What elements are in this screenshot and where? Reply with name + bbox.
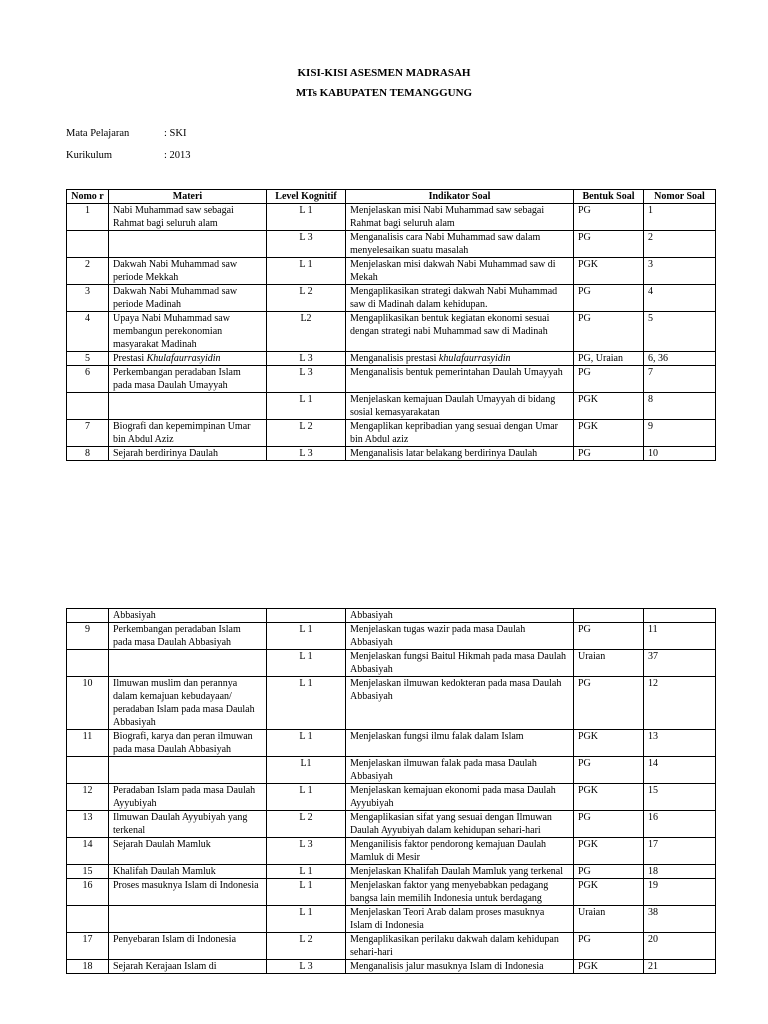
cell-bentuk: PG — [574, 447, 644, 461]
cell-bentuk: PG — [574, 623, 644, 650]
cell-indikator: Menjelaskan ilmuwan kedokteran pada masa Daulah Abbasiyah — [346, 677, 574, 730]
mapel-value: : SKI — [164, 128, 187, 139]
cell-nomor: 11 — [67, 730, 109, 757]
table-row — [67, 838, 716, 865]
table-row — [67, 906, 716, 933]
cell-nomor-soal: 20 — [644, 933, 716, 960]
cell-level: L 2 — [267, 420, 346, 447]
cell-materi: Dakwah Nabi Muhammad saw periode Mekkah — [109, 258, 267, 285]
cell-nomor: 12 — [67, 784, 109, 811]
table-row — [67, 933, 716, 960]
cell-nomor-soal: 5 — [644, 312, 716, 352]
cell-level: L 1 — [267, 730, 346, 757]
cell-level: L 1 — [267, 258, 346, 285]
cell-indikator: Menjelaskan misi dakwah Nabi Muhammad saw di Mekah — [346, 258, 574, 285]
cell-nomor: 15 — [67, 865, 109, 879]
italic-term: Khulafaurrasyidin — [146, 353, 221, 364]
cell-materi: Sejarah berdirinya Daulah — [109, 447, 267, 461]
cell-indikator: Menganilisis faktor pendorong kemajuan Daulah Mamluk di Mesir — [346, 838, 574, 865]
cell-materi — [109, 906, 267, 933]
cell-nomor-soal: 12 — [644, 677, 716, 730]
cell-bentuk: PG — [574, 677, 644, 730]
cell-level: L 3 — [267, 352, 346, 366]
kisi-table-page-2 — [66, 608, 716, 974]
header-level: Level Kognitif — [267, 190, 346, 204]
header-materi: Materi — [109, 190, 267, 204]
cell-materi: Ilmuwan muslim dan perannya dalam kemajuan kebudayaan/ peradaban Islam pada masa Daulah Abbasiyah — [109, 677, 267, 730]
cell-level: L 2 — [267, 811, 346, 838]
cell-nomor-soal: 4 — [644, 285, 716, 312]
cell-level: L 3 — [267, 838, 346, 865]
cell-materi: Abbasiyah — [109, 609, 267, 623]
cell-nomor: 9 — [67, 623, 109, 650]
table-row — [67, 960, 716, 974]
cell-bentuk: PGK — [574, 258, 644, 285]
header-nomor: Nomo r — [67, 190, 109, 204]
table-row — [67, 231, 716, 258]
cell-nomor-soal: 13 — [644, 730, 716, 757]
table-row — [67, 366, 716, 393]
cell-bentuk: PG — [574, 933, 644, 960]
cell-bentuk: PGK — [574, 730, 644, 757]
cell-level: L 1 — [267, 906, 346, 933]
cell-nomor-soal: 14 — [644, 757, 716, 784]
cell-indikator: Menjelaskan faktor yang menyebabkan pedagang bangsa lain memilih Indonesia untuk berdagang — [346, 879, 574, 906]
cell-level: L 2 — [267, 285, 346, 312]
cell-level — [267, 609, 346, 623]
cell-indikator: Menjelaskan fungsi ilmu falak dalam Islam — [346, 730, 574, 757]
cell-materi: Biografi, karya dan peran ilmuwan pada masa Daulah Abbasiyah — [109, 730, 267, 757]
cell-materi — [109, 757, 267, 784]
table-header-row — [67, 190, 716, 204]
cell-materi: Peradaban Islam pada masa Daulah Ayyubiyah — [109, 784, 267, 811]
cell-nomor-soal: 38 — [644, 906, 716, 933]
cell-materi: Dakwah Nabi Muhammad saw periode Madinah — [109, 285, 267, 312]
cell-indikator: Menganalisis bentuk pemerintahan Daulah Umayyah — [346, 366, 574, 393]
cell-materi: Penyebaran Islam di Indonesia — [109, 933, 267, 960]
cell-nomor-soal — [644, 609, 716, 623]
cell-nomor-soal: 6, 36 — [644, 352, 716, 366]
cell-indikator: Mengaplikan kepribadian yang sesuai dengan Umar bin Abdul aziz — [346, 420, 574, 447]
cell-nomor: 16 — [67, 879, 109, 906]
table-row — [67, 204, 716, 231]
italic-term: khulafaurrasyidin — [438, 353, 511, 364]
table-row — [67, 677, 716, 730]
table-row — [67, 650, 716, 677]
cell-indikator: Mengaplikasikan bentuk kegiatan ekonomi sesuai dengan strategi nabi Muhammad saw di Madinah — [346, 312, 574, 352]
cell-nomor — [67, 757, 109, 784]
cell-nomor-soal: 11 — [644, 623, 716, 650]
cell-indikator: Menjelaskan Khalifah Daulah Mamluk yang terkenal — [346, 865, 574, 879]
cell-level: L 1 — [267, 393, 346, 420]
cell-nomor: 1 — [67, 204, 109, 231]
cell-level: L 1 — [267, 784, 346, 811]
table-row — [67, 757, 716, 784]
cell-level: L 1 — [267, 650, 346, 677]
cell-indikator: Menganalisis cara Nabi Muhammad saw dalam menyelesaikan suatu masalah — [346, 231, 574, 258]
cell-level: L 3 — [267, 960, 346, 974]
cell-materi: Nabi Muhammad saw sebagai Rahmat bagi seluruh alam — [109, 204, 267, 231]
meta-kurikulum — [66, 150, 191, 161]
cell-materi: Sejarah Daulah Mamluk — [109, 838, 267, 865]
kurikulum-label: Kurikulum — [66, 150, 113, 161]
cell-bentuk: PG — [574, 204, 644, 231]
cell-indikator: Menjelaskan kemajuan Daulah Umayyah di bidang sosial kemasyarakatan — [346, 393, 574, 420]
cell-nomor: 13 — [67, 811, 109, 838]
cell-nomor — [67, 393, 109, 420]
document-subtitle: MTs KABUPATEN TEMANGGUNG — [295, 87, 473, 99]
cell-materi — [109, 231, 267, 258]
cell-nomor-soal: 9 — [644, 420, 716, 447]
cell-level: L 1 — [267, 677, 346, 730]
cell-level: L 2 — [267, 933, 346, 960]
cell-nomor-soal: 37 — [644, 650, 716, 677]
table-row — [67, 784, 716, 811]
table-row — [67, 285, 716, 312]
cell-nomor: 3 — [67, 285, 109, 312]
header-indikator: Indikator Soal — [346, 190, 574, 204]
cell-indikator: Menjelaskan kemajuan ekonomi pada masa Daulah Ayyubiyah — [346, 784, 574, 811]
cell-materi: Perkembangan peradaban Islam pada masa Daulah Umayyah — [109, 366, 267, 393]
cell-materi: Upaya Nabi Muhammad saw membangun perekonomian masyarakat Madinah — [109, 312, 267, 352]
cell-materi — [109, 650, 267, 677]
cell-nomor: 6 — [67, 366, 109, 393]
cell-level: L 1 — [267, 623, 346, 650]
cell-materi — [109, 393, 267, 420]
cell-materi: Khalifah Daulah Mamluk — [109, 865, 267, 879]
cell-bentuk: PG — [574, 865, 644, 879]
cell-nomor: 10 — [67, 677, 109, 730]
table-row — [67, 352, 716, 366]
cell-bentuk — [574, 609, 644, 623]
table-row — [67, 420, 716, 447]
cell-nomor-soal: 2 — [644, 231, 716, 258]
cell-nomor-soal: 1 — [644, 204, 716, 231]
table-row — [67, 393, 716, 420]
cell-nomor-soal: 7 — [644, 366, 716, 393]
cell-nomor-soal: 8 — [644, 393, 716, 420]
cell-materi: Ilmuwan Daulah Ayyubiyah yang terkenal — [109, 811, 267, 838]
cell-bentuk: PGK — [574, 879, 644, 906]
cell-indikator: Menjelaskan Teori Arab dalam proses masuknya Islam di Indonesia — [346, 906, 574, 933]
cell-level: L 1 — [267, 865, 346, 879]
cell-level: L 3 — [267, 447, 346, 461]
cell-nomor — [67, 906, 109, 933]
cell-indikator: Mengaplikasian sifat yang sesuai dengan Ilmuwan Daulah Ayyubiyah dalam kehidupan sehari-hari — [346, 811, 574, 838]
cell-level: L 3 — [267, 366, 346, 393]
cell-nomor: 4 — [67, 312, 109, 352]
cell-nomor-soal: 19 — [644, 879, 716, 906]
cell-materi: Perkembangan peradaban Islam pada masa Daulah Abbasiyah — [109, 623, 267, 650]
cell-nomor: 8 — [67, 447, 109, 461]
cell-bentuk: PGK — [574, 393, 644, 420]
cell-nomor-soal: 18 — [644, 865, 716, 879]
cell-bentuk: PG — [574, 757, 644, 784]
cell-nomor — [67, 609, 109, 623]
cell-nomor — [67, 231, 109, 258]
cell-indikator: Menjelaskan tugas wazir pada masa Daulah Abbasiyah — [346, 623, 574, 650]
cell-indikator: Menganalisis jalur masuknya Islam di Indonesia — [346, 960, 574, 974]
cell-indikator: Menjelaskan fungsi Baitul Hikmah pada masa Daulah Abbasiyah — [346, 650, 574, 677]
header-nomor-soal: Nomor Soal — [644, 190, 716, 204]
cell-materi: Sejarah Kerajaan Islam di — [109, 960, 267, 974]
cell-bentuk: PG — [574, 366, 644, 393]
cell-nomor-soal: 3 — [644, 258, 716, 285]
document-title: KISI-KISI ASESMEN MADRASAH — [297, 67, 471, 79]
table-row — [67, 865, 716, 879]
cell-bentuk: PGK — [574, 838, 644, 865]
meta-mapel — [66, 128, 186, 139]
cell-indikator: Mengaplikasikan strategi dakwah Nabi Muhammad saw di Madinah dalam kehidupan. — [346, 285, 574, 312]
cell-bentuk: PG — [574, 811, 644, 838]
cell-nomor — [67, 650, 109, 677]
cell-nomor-soal: 15 — [644, 784, 716, 811]
cell-indikator: Abbasiyah — [346, 609, 574, 623]
table-row — [67, 312, 716, 352]
cell-nomor: 7 — [67, 420, 109, 447]
cell-indikator: Menjelaskan ilmuwan falak pada masa Daulah Abbasiyah — [346, 757, 574, 784]
table-row — [67, 811, 716, 838]
cell-level: L1 — [267, 757, 346, 784]
cell-nomor: 17 — [67, 933, 109, 960]
table-row — [67, 730, 716, 757]
cell-nomor: 5 — [67, 352, 109, 366]
cell-nomor-soal: 17 — [644, 838, 716, 865]
header-bentuk: Bentuk Soal — [574, 190, 644, 204]
cell-level: L 3 — [267, 231, 346, 258]
cell-materi: Proses masuknya Islam di Indonesia — [109, 879, 267, 906]
cell-nomor-soal: 21 — [644, 960, 716, 974]
cell-bentuk: PG — [574, 285, 644, 312]
mapel-label: Mata Pelajaran — [66, 128, 130, 139]
cell-bentuk: PGK — [574, 960, 644, 974]
cell-bentuk: PG, Uraian — [574, 352, 644, 366]
cell-bentuk: PG — [574, 231, 644, 258]
cell-nomor-soal: 16 — [644, 811, 716, 838]
cell-indikator: Menjelaskan misi Nabi Muhammad saw sebagai Rahmat bagi seluruh alam — [346, 204, 574, 231]
cell-indikator: Menganalisis prestasi khulafaurrasyidin — [346, 352, 574, 366]
table-row — [67, 447, 716, 461]
cell-nomor: 2 — [67, 258, 109, 285]
cell-bentuk: PG — [574, 312, 644, 352]
kisi-table-page-1 — [66, 189, 716, 461]
cell-indikator: Mengaplikasikan perilaku dakwah dalam kehidupan sehari-hari — [346, 933, 574, 960]
table-row — [67, 623, 716, 650]
cell-bentuk: PGK — [574, 420, 644, 447]
cell-bentuk: Uraian — [574, 650, 644, 677]
cell-indikator: Menganalisis latar belakang berdirinya Daulah — [346, 447, 574, 461]
cell-bentuk: Uraian — [574, 906, 644, 933]
table-row — [67, 258, 716, 285]
cell-level: L2 — [267, 312, 346, 352]
table-row — [67, 879, 716, 906]
cell-nomor: 18 — [67, 960, 109, 974]
cell-level: L 1 — [267, 879, 346, 906]
cell-nomor-soal: 10 — [644, 447, 716, 461]
cell-nomor: 14 — [67, 838, 109, 865]
cell-materi: Prestasi Khulafaurrasyidin — [109, 352, 267, 366]
cell-bentuk: PGK — [574, 784, 644, 811]
cell-level: L 1 — [267, 204, 346, 231]
kurikulum-value: : 2013 — [164, 150, 191, 161]
cell-materi: Biografi dan kepemimpinan Umar bin Abdul Aziz — [109, 420, 267, 447]
table-row — [67, 609, 716, 623]
